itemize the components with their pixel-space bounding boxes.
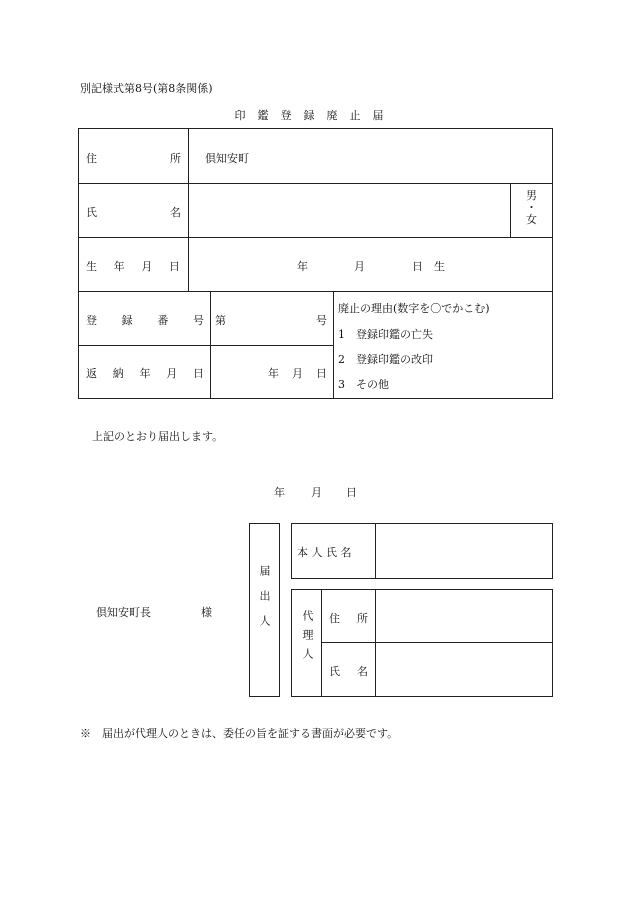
reason-option-2[interactable]: 2 登録印鑑の改印 — [338, 353, 433, 366]
date-month-unit: 月 — [311, 486, 322, 499]
statement: 上記のとおり届出します。 — [92, 430, 224, 443]
return-label-char: 月 — [166, 367, 178, 380]
birth-label-char: 生 — [86, 260, 97, 273]
reg-no-label-char: 号 — [192, 314, 204, 327]
col-divider — [210, 291, 211, 399]
addressee-honorific: 様 — [201, 606, 212, 619]
row-divider — [78, 345, 333, 346]
name-field[interactable] — [189, 184, 509, 236]
birth-label-char: 日 — [168, 260, 180, 273]
proxy-address-label-char: 住 — [329, 612, 340, 625]
sex-separator: ・ — [526, 201, 537, 214]
reg-no-label-char: 録 — [121, 314, 133, 327]
birth-month-unit: 月 — [354, 260, 365, 273]
sex-female[interactable]: 女 — [526, 213, 537, 226]
date-year-unit: 年 — [274, 486, 285, 499]
proxy-address-label-char: 所 — [357, 612, 368, 625]
proxy-name-field[interactable] — [376, 643, 552, 696]
footnote: ※ 届出が代理人のときは、委任の旨を証する書面が必要です。 — [80, 727, 399, 740]
return-label-char: 日 — [193, 367, 204, 380]
self-name-field[interactable] — [376, 524, 552, 578]
birth-label — [86, 258, 180, 274]
reg-no-label-char: 番 — [157, 314, 169, 327]
name-label-char: 名 — [170, 206, 181, 219]
reg-no-prefix: 第 — [215, 314, 226, 327]
name-label-char: 氏 — [86, 206, 97, 219]
proxy-name-label-char: 名 — [357, 665, 368, 678]
reason-option-3[interactable]: 3 その他 — [338, 378, 389, 391]
form-title: 印鑑登録廃止届 — [234, 109, 396, 122]
address-label-char: 住 — [86, 152, 97, 165]
proxy-label: 代理人 — [301, 610, 314, 667]
col-divider — [321, 589, 322, 697]
address-label-char: 所 — [170, 152, 181, 165]
proxy-address-field[interactable] — [376, 590, 552, 641]
return-month-unit: 月 — [292, 367, 303, 380]
sex-male[interactable]: 男 — [526, 189, 537, 202]
sex-selector[interactable] — [510, 190, 553, 226]
row-divider — [78, 237, 553, 238]
return-day-unit: 日 — [316, 367, 327, 380]
reg-no-suffix: 号 — [316, 314, 327, 327]
reason-option-1[interactable]: 1 登録印鑑の亡失 — [338, 328, 433, 341]
reg-no-label — [86, 312, 204, 328]
col-divider — [333, 291, 334, 399]
self-name-label: 本 人 氏 名 — [297, 546, 352, 559]
addressee-mayor: 倶知安町長 — [96, 606, 151, 619]
reg-no-label-char: 登 — [86, 314, 97, 327]
birth-label-char: 年 — [113, 260, 125, 273]
return-label — [86, 365, 204, 381]
return-year-unit: 年 — [268, 367, 279, 380]
row-divider — [78, 291, 553, 292]
birth-day-unit: 日 生 — [412, 260, 445, 273]
reason-title: 廃止の理由(数字を〇でかこむ) — [338, 302, 490, 315]
birth-year-unit: 年 — [297, 260, 308, 273]
birth-label-char: 月 — [141, 260, 153, 273]
address-value[interactable]: 倶知安町 — [205, 152, 249, 165]
proxy-name-label-char: 氏 — [329, 665, 340, 678]
return-label-char: 年 — [139, 367, 151, 380]
form-number: 別記様式第8号(第8条関係) — [80, 82, 213, 95]
date-day-unit: 日 — [346, 486, 357, 499]
return-label-char: 納 — [112, 367, 124, 380]
applicant-label: 届出人 — [258, 565, 271, 640]
return-label-char: 返 — [86, 367, 97, 380]
